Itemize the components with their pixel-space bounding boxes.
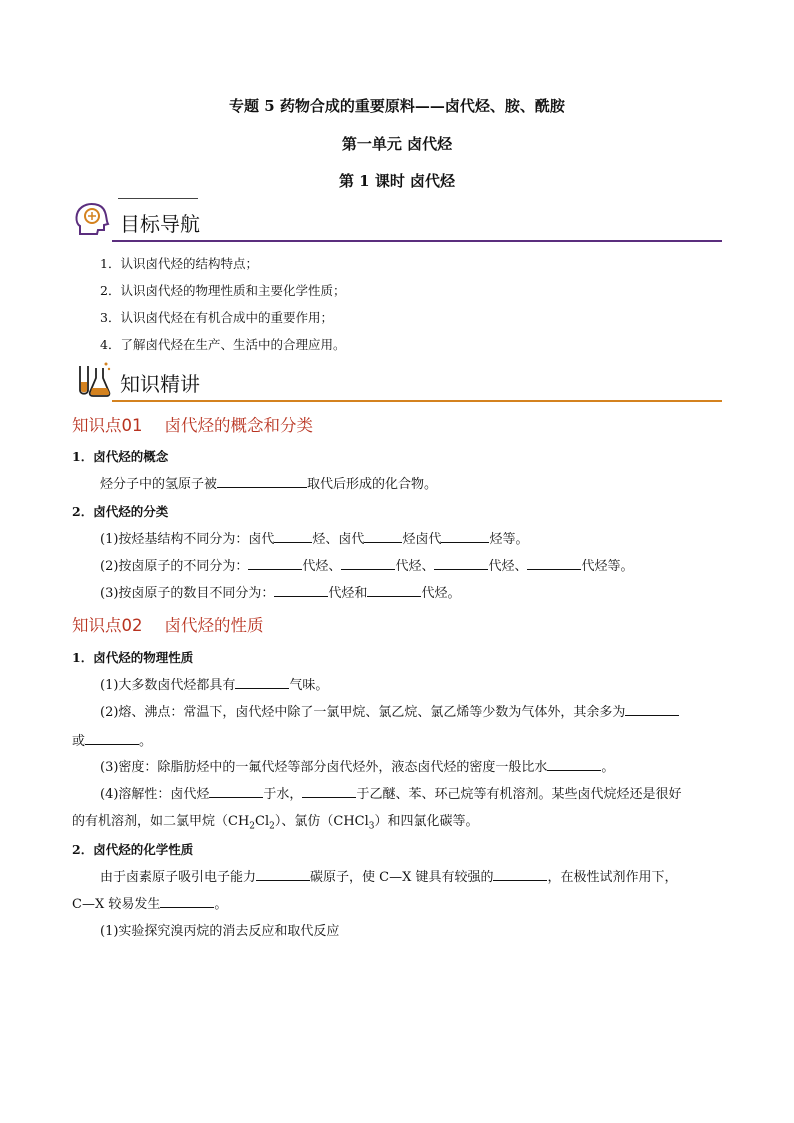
fill-blank[interactable] <box>274 584 328 597</box>
goals-banner <box>72 198 722 242</box>
fill-blank[interactable] <box>367 584 421 597</box>
kp2-chem-2: C—X 较易发生 。 <box>72 897 228 912</box>
kp1-title: 卤代烃的概念和分类 <box>164 416 313 435</box>
kp2-experiment: (1)实验探究溴丙烷的消去反应和取代反应 <box>100 924 340 939</box>
fill-blank[interactable] <box>209 785 263 798</box>
fill-blank[interactable] <box>274 530 312 543</box>
kp2-number: 知识点02 <box>72 616 143 635</box>
chemistry-flask-icon <box>72 360 112 400</box>
knowledge-divider <box>112 400 722 402</box>
head-brain-icon <box>72 200 112 240</box>
banner-top-rule <box>118 198 198 199</box>
kp1-class-2: (2)按卤原子的不同分为： 代烃、 代烃、 代烃、 代烃等。 <box>100 559 634 574</box>
goal-item: 1．认识卤代烃的结构特点； <box>100 256 258 271</box>
fill-blank[interactable] <box>434 557 488 570</box>
kp2-smell: (1)大多数卤代烃都具有 气味。 <box>100 678 329 693</box>
kp1-number: 知识点01 <box>72 416 143 435</box>
fill-blank[interactable] <box>625 703 679 716</box>
lesson-title: 第 1 课时 卤代烃 <box>338 172 456 190</box>
fill-blank[interactable] <box>302 785 356 798</box>
goal-item: 2．认识卤代烃的物理性质和主要化学性质； <box>100 283 346 298</box>
kp2-chem-1: 由于卤素原子吸引电子能力 碳原子，使 C—X 键具有较强的 ，在极性试剂作用下， <box>100 870 678 885</box>
kp1-class-1: (1)按烃基结构不同分为：卤代 烃、卤代 烃卤代 烃等。 <box>100 532 529 547</box>
kp2-h2: 2．卤代烃的化学性质 <box>72 842 194 857</box>
kp2-solubility-2: 的有机溶剂，如二氯甲烷$(CH_2Cl_2)$、氯仿（CHCl$_3$）和四氯化碳等。 <box>72 814 479 832</box>
unit-title: 第一单元 卤代烃 <box>341 135 453 153</box>
fill-blank[interactable] <box>341 557 395 570</box>
goals-divider <box>112 240 722 242</box>
goals-list <box>100 250 345 358</box>
kp2-melting-1: (2)熔、沸点：常温下，卤代烃中除了一氯甲烷、氯乙烷、氯乙烯等少数为气体外，其余多为 <box>100 701 679 720</box>
kp2-solubility-1: (4)溶解性：卤代烃 于水， 于乙醚、苯、环己烷等有机溶剂。某些卤代烷烃还是很好 <box>100 787 682 802</box>
fill-blank[interactable] <box>235 676 289 689</box>
kp1-h2: 2．卤代烃的分类 <box>72 504 169 519</box>
kp2-heading <box>72 612 264 636</box>
fill-blank[interactable] <box>160 895 214 908</box>
kp1-h1: 1．卤代烃的概念 <box>72 449 169 464</box>
fill-blank[interactable] <box>85 732 139 745</box>
kp1-definition: 烃分子中的氢原子被 取代后形成的化合物。 <box>100 477 438 492</box>
kp2-melting-2: 或 。 <box>72 734 153 749</box>
fill-blank[interactable] <box>441 530 489 543</box>
fill-blank[interactable] <box>256 868 310 881</box>
fill-blank[interactable] <box>547 758 601 771</box>
goals-title: 目标导航 <box>120 212 200 236</box>
kp2-h1: 1．卤代烃的物理性质 <box>72 650 194 665</box>
knowledge-banner <box>72 358 722 402</box>
knowledge-title: 知识精讲 <box>120 372 200 396</box>
kp2-title: 卤代烃的性质 <box>164 616 264 635</box>
fill-blank[interactable] <box>364 530 402 543</box>
fill-blank[interactable] <box>493 868 547 881</box>
fill-blank[interactable] <box>248 557 302 570</box>
topic-title: 专题 5 药物合成的重要原料——卤代烃、胺、酰胺 <box>229 97 565 115</box>
kp2-density: (3)密度：除脂肪烃中的一氟代烃等部分卤代烃外，液态卤代烃的密度一般比水 。 <box>100 760 615 775</box>
goal-item: 3．认识卤代烃在有机合成中的重要作用； <box>100 310 333 325</box>
kp1-heading <box>72 412 313 436</box>
kp1-class-3: (3)按卤原子的数目不同分为： 代烃和 代烃。 <box>100 586 461 601</box>
goal-item: 4．了解卤代烃在生产、生活中的合理应用。 <box>100 337 346 352</box>
fill-blank[interactable] <box>527 557 581 570</box>
fill-blank[interactable] <box>217 475 307 488</box>
